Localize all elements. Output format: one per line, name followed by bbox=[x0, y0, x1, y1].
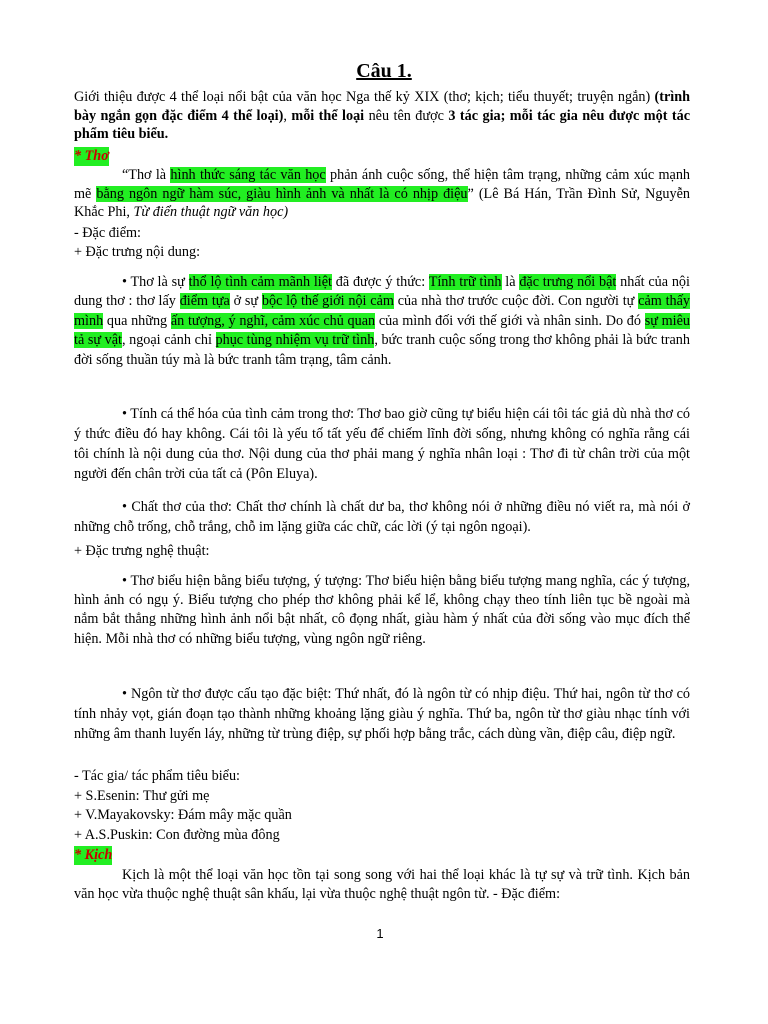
highlight: thổ lộ tình cảm mãnh liệt bbox=[188, 274, 332, 290]
citation-title: Từ điển thuật ngữ văn học) bbox=[133, 204, 289, 221]
tho-point-3: • Chất thơ của thơ: Chất thơ chính là chất dư ba, thơ không nói ở những điều nó viết ra, mà nói ở những chỗ trống, chỗ trắng, chỗ im lặng giữa các chữ, các lời (ý tại ngôn ngoại). bbox=[74, 499, 690, 535]
intro-bold-3: 3 tác gia; mỗi tác gia nêu được một tác phẩm tiêu biểu. bbox=[74, 107, 691, 143]
intro-paragraph bbox=[74, 88, 690, 144]
highlight: sự miêu tả sự vật bbox=[74, 312, 690, 349]
section-heading-kich: * Kịch bbox=[74, 847, 113, 863]
highlight: hình thức sáng tác văn học bbox=[170, 167, 326, 183]
intro-text: Giới thiệu được 4 thể loại nổi bật của văn học Nga thế kỷ XIX (thơ; kịch; tiểu thuyết; truyện ngắn) bbox=[74, 89, 655, 105]
intro-bold-1: (trình bày ngắn gọn đặc điểm 4 thể loại) bbox=[74, 89, 690, 124]
intro-bold-2: mỗi thể loại bbox=[291, 107, 365, 124]
author-item: + V.Mayakovsky: Đám mây mặc quần bbox=[74, 807, 292, 823]
highlight: Tính trữ tình bbox=[428, 274, 502, 290]
tho-point-1: • Thơ là sự thổ lộ tình cảm mãnh liệt đã được ý thức: Tính trữ tình là đặc trưng nổi bật nhất của nội dung thơ : thơ lấy điểm tựa ở sự bộc lộ thế giới nội cảm của nhà thơ trước cuộc đời. Con người tự cảm thấy mình qua những ấn tượng, ý nghĩ, cảm xúc chủ quan của mình đối với thế giới và nhân sinh. Do đó sự miêu tả sự vật, ngoại cảnh chỉ phục tùng nhiệm vụ trữ tình, bức tranh cuộc sống trong thơ không phải là bức tranh đời sống thuần túy mà là bức tranh tâm trạng, tâm cảnh. bbox=[74, 274, 691, 368]
highlight: ấn tượng, ý nghĩ, cảm xúc chủ quan bbox=[170, 312, 376, 329]
noi-dung-label: + Đặc trưng nội dung: bbox=[74, 244, 201, 260]
tho-point-4: • Thơ biểu hiện bằng biểu tượng, ý tượng: Thơ biểu hiện bằng biểu tượng mang nghĩa, các ý tượng, hình ảnh có ngụ ý. Biểu tượng cho phép thơ không phải kể lể, không chạy theo tính liên tục bề ngoài mà nắm bắt thẳng những hình ảnh nổi bật nhất, cô đọng nhất, giàu hàm ý nhất của đời sống vào mục đích thể hiện. Mỗi nhà thơ có những biểu tượng, vùng ngôn ngữ riêng. bbox=[74, 573, 690, 647]
page-title: Câu 1. bbox=[356, 60, 412, 82]
highlight: bằng ngôn ngữ hàm súc, giàu hình ảnh và nhất là có nhịp điệu bbox=[96, 185, 468, 202]
dac-diem-label: - Đặc điểm: bbox=[74, 225, 141, 241]
intro-text: , bbox=[283, 107, 292, 124]
highlight: điểm tựa bbox=[179, 293, 230, 310]
section-heading-tho: * Thơ bbox=[74, 148, 109, 164]
author-item: + A.S.Puskin: Con đường mùa đông bbox=[74, 827, 280, 843]
intro-text: nêu tên được bbox=[364, 107, 449, 124]
kich-paragraph: Kịch là một thể loại văn học tồn tại song song với hai thể loại khác là tự sự và trữ tình. Kịch bản văn học vừa thuộc nghệ thuật sân khấu, lại vừa thuộc nghệ thuật ngôn từ. - Đặc điểm: bbox=[74, 867, 690, 902]
tac-gia-label: - Tác gia/ tác phẩm tiêu biểu: bbox=[74, 768, 240, 784]
highlight: đặc trưng nổi bật bbox=[519, 274, 617, 290]
highlight: phục tùng nhiệm vụ trữ tình bbox=[215, 332, 375, 349]
author-item: + S.Esenin: Thư gửi mẹ bbox=[74, 788, 210, 804]
tho-point-5: • Ngôn từ thơ được cấu tạo đặc biệt: Thứ nhất, đó là ngôn từ có nhịp điệu. Thứ hai, ngôn từ thơ có tính nhảy vọt, gián đoạn tạo thành những khoảng lặng giàu ý nghĩa. Thứ ba, ngôn từ thơ giàu nhạc tính với những âm thanh luyến láy, những từ trùng điệp, sự phối hợp bằng trắc, cách dùng vần, điệp câu, điệp ngữ. bbox=[74, 686, 690, 742]
tho-definition: “Thơ là hình thức sáng tác văn học phản ánh cuộc sống, thể hiện tâm trạng, những cảm xúc mạnh mẽ bằng ngôn ngữ hàm súc, giàu hình ảnh và nhất là có nhịp điệu” (Lê Bá Hán, Trần Đình Sử, Nguyễn Khắc Phi, Từ điển thuật ngữ văn học) bbox=[74, 167, 691, 221]
page-number: 1 bbox=[376, 926, 384, 941]
highlight: cảm thấy mình bbox=[74, 293, 691, 329]
nghe-thuat-label: + Đặc trưng nghệ thuật: bbox=[74, 543, 210, 559]
tho-point-2: • Tính cá thể hóa của tình cảm trong thơ: Thơ bao giờ cũng tự biểu hiện cái tôi tác giả dù nhà thơ có ý thức điều đó hay không. Cái tôi là yếu tố tất yếu để chiếm lĩnh đời sống, nhưng không có nghĩa rằng cái tôi chính là nội dung của thơ. Nội dung của thơ phải mang ý nghĩa nhân loại : Thơ đi từ chân trời của một người đến chân trời của tất cả (Pôn Eluya). bbox=[74, 406, 690, 482]
highlight: bộc lộ thế giới nội cảm bbox=[261, 293, 394, 310]
